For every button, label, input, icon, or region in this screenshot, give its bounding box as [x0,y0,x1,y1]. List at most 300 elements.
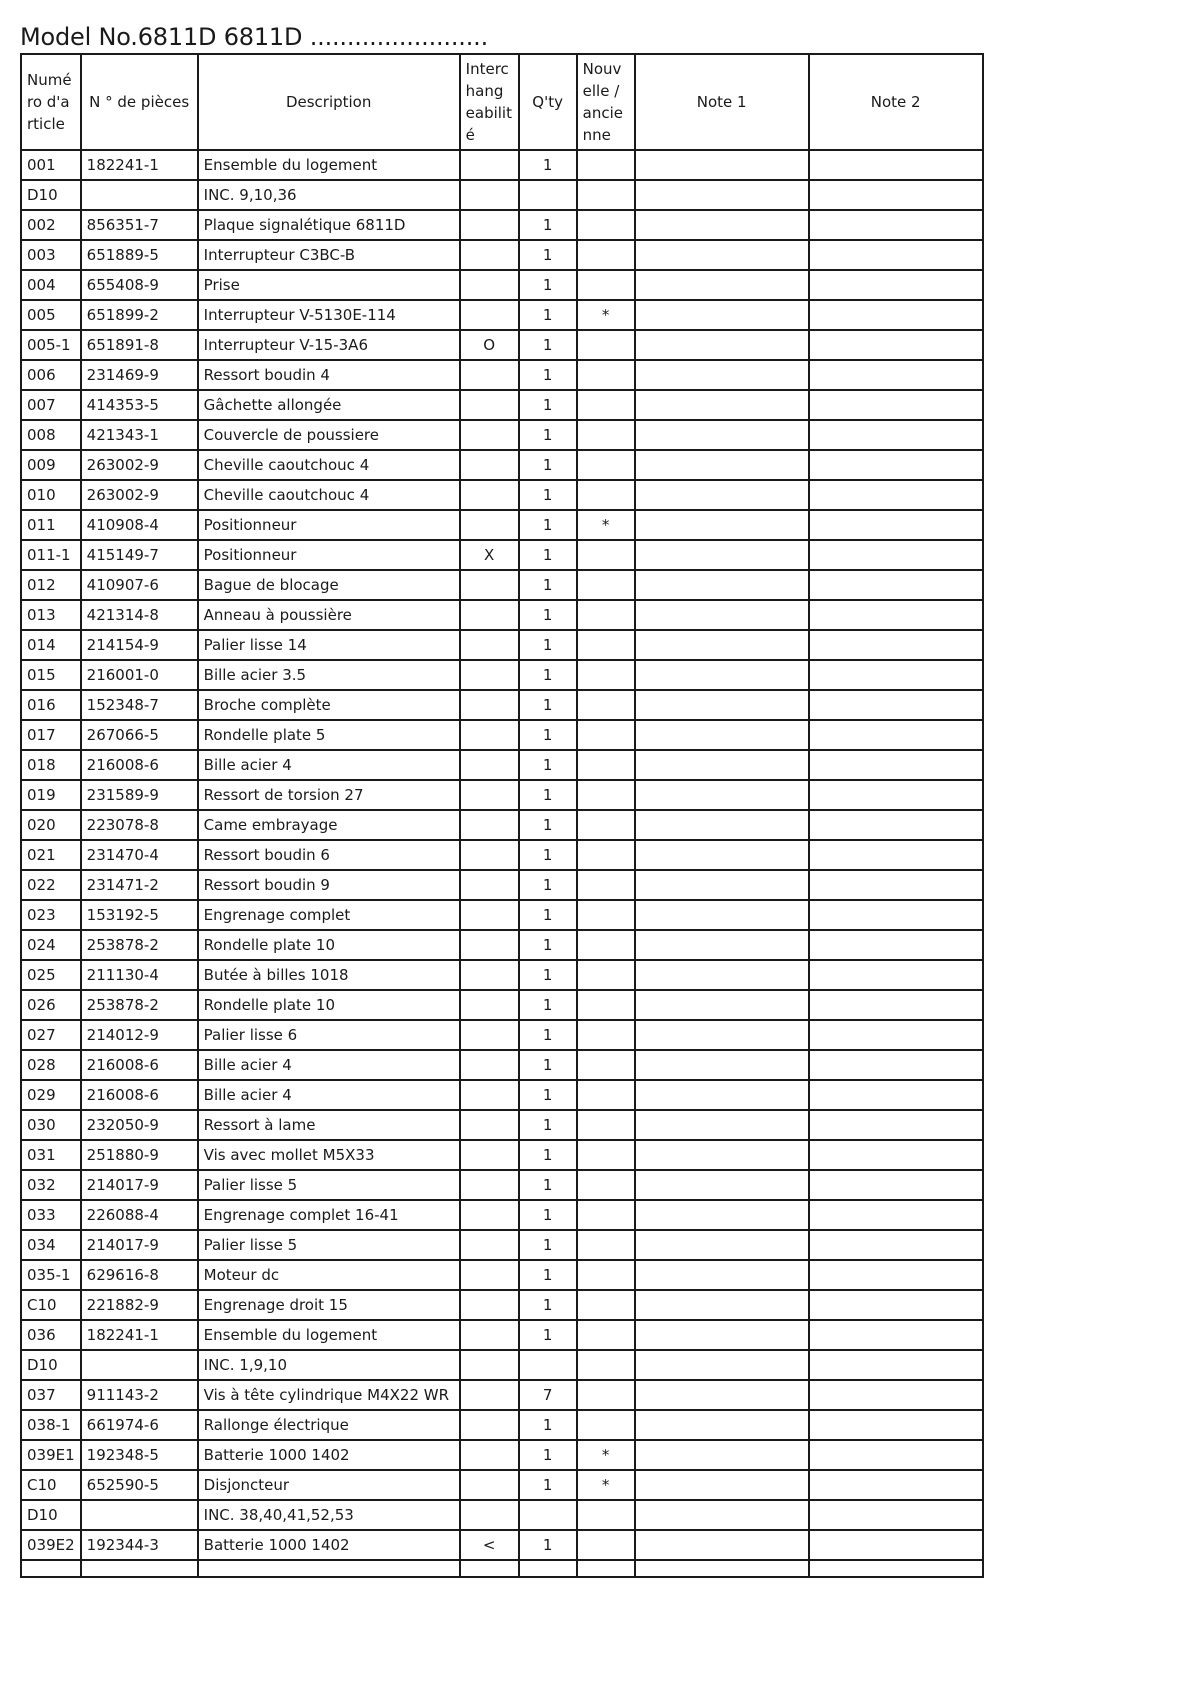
cell-empty [519,1560,577,1577]
cell-description: Batterie 1000 1402 [198,1530,460,1560]
cell-note-2 [809,1290,983,1320]
cell-part-number: 911143-2 [81,1380,198,1410]
cell-note-2 [809,210,983,240]
cell-new-old [577,690,635,720]
cell-part-number: 153192-5 [81,900,198,930]
cell-quantity: 1 [519,1470,577,1500]
cell-new-old [577,420,635,450]
table-row [21,750,983,780]
cell-part-number: 231471-2 [81,870,198,900]
cell-quantity: 1 [519,900,577,930]
cell-new-old [577,1200,635,1230]
table-row [21,1230,983,1260]
cell-note-1 [635,1260,809,1290]
table-row [21,1440,983,1470]
cell-note-1 [635,960,809,990]
cell-note-2 [809,750,983,780]
cell-quantity: 1 [519,990,577,1020]
cell-note-1 [635,450,809,480]
cell-new-old [577,180,635,210]
cell-part-number [81,180,198,210]
cell-item-number: 030 [21,1110,81,1140]
cell-item-number: 014 [21,630,81,660]
cell-item-number: 039E1 [21,1440,81,1470]
table-row [21,1200,983,1230]
cell-interchangeability [460,300,519,330]
table-row [21,1380,983,1410]
cell-note-2 [809,1050,983,1080]
cell-note-2 [809,420,983,450]
cell-description: Positionneur [198,510,460,540]
cell-note-2 [809,1440,983,1470]
cell-note-2 [809,900,983,930]
cell-note-2 [809,1410,983,1440]
cell-part-number: 214012-9 [81,1020,198,1050]
cell-note-1 [635,240,809,270]
cell-item-number: 005-1 [21,330,81,360]
cell-note-1 [635,1140,809,1170]
cell-part-number: 267066-5 [81,720,198,750]
cell-item-number: 001 [21,150,81,180]
cell-interchangeability [460,450,519,480]
cell-item-number: C10 [21,1470,81,1500]
cell-note-1 [635,1050,809,1080]
cell-part-number: 253878-2 [81,990,198,1020]
table-row [21,1320,983,1350]
cell-new-old [577,840,635,870]
cell-note-2 [809,1350,983,1380]
cell-note-1 [635,630,809,660]
cell-part-number: 856351-7 [81,210,198,240]
table-row [21,1290,983,1320]
cell-new-old [577,1350,635,1380]
cell-note-2 [809,630,983,660]
cell-item-number: 028 [21,1050,81,1080]
cell-quantity: 1 [519,360,577,390]
cell-description: Batterie 1000 1402 [198,1440,460,1470]
cell-note-1 [635,660,809,690]
cell-description: Anneau à poussière [198,600,460,630]
cell-note-1 [635,1500,809,1530]
table-row [21,1410,983,1440]
cell-note-1 [635,1440,809,1470]
table-row [21,1350,983,1380]
cell-quantity: 1 [519,150,577,180]
cell-note-1 [635,930,809,960]
cell-note-2 [809,840,983,870]
cell-description: Gâchette allongée [198,390,460,420]
cell-quantity: 1 [519,1260,577,1290]
cell-interchangeability [460,780,519,810]
cell-quantity: 1 [519,810,577,840]
cell-item-number: 036 [21,1320,81,1350]
cell-note-2 [809,1140,983,1170]
cell-description: Came embrayage [198,810,460,840]
cell-note-2 [809,1380,983,1410]
table-row [21,660,983,690]
cell-description: Rondelle plate 5 [198,720,460,750]
cell-item-number: 035-1 [21,1260,81,1290]
cell-item-number: 011 [21,510,81,540]
cell-new-old [577,870,635,900]
cell-part-number: 211130-4 [81,960,198,990]
cell-description: Ressort boudin 4 [198,360,460,390]
cell-quantity: 1 [519,1110,577,1140]
cell-item-number: 025 [21,960,81,990]
cell-new-old [577,1500,635,1530]
cell-note-2 [809,450,983,480]
table-row [21,1110,983,1140]
cell-interchangeability [460,840,519,870]
cell-quantity: 1 [519,270,577,300]
cell-note-2 [809,1020,983,1050]
cell-interchangeability [460,390,519,420]
cell-item-number: 032 [21,1170,81,1200]
cell-note-2 [809,930,983,960]
table-row-partial [21,1560,983,1577]
table-row [21,630,983,660]
cell-item-number: 029 [21,1080,81,1110]
cell-part-number: 263002-9 [81,480,198,510]
table-row [21,150,983,180]
cell-quantity: 1 [519,1170,577,1200]
cell-empty [577,1560,635,1577]
cell-new-old [577,240,635,270]
cell-part-number: 192344-3 [81,1530,198,1560]
cell-item-number: 027 [21,1020,81,1050]
cell-part-number: 421314-8 [81,600,198,630]
cell-item-number: 024 [21,930,81,960]
cell-new-old [577,1050,635,1080]
cell-part-number: 655408-9 [81,270,198,300]
cell-item-number: 026 [21,990,81,1020]
cell-note-2 [809,150,983,180]
cell-quantity: 1 [519,1290,577,1320]
cell-part-number: 231589-9 [81,780,198,810]
table-row [21,330,983,360]
cell-interchangeability [460,930,519,960]
cell-description: Palier lisse 5 [198,1170,460,1200]
cell-description: Disjoncteur [198,1470,460,1500]
cell-note-2 [809,1170,983,1200]
cell-quantity: 1 [519,450,577,480]
cell-description: Rondelle plate 10 [198,990,460,1020]
cell-quantity: 1 [519,330,577,360]
cell-part-number: 192348-5 [81,1440,198,1470]
cell-empty [21,1560,81,1577]
cell-note-2 [809,480,983,510]
cell-item-number: D10 [21,1500,81,1530]
cell-interchangeability [460,210,519,240]
cell-quantity: 1 [519,1320,577,1350]
cell-description: Palier lisse 6 [198,1020,460,1050]
cell-item-number: 008 [21,420,81,450]
cell-note-1 [635,870,809,900]
cell-part-number [81,1350,198,1380]
table-row [21,1020,983,1050]
cell-item-number: 037 [21,1380,81,1410]
cell-description: Bille acier 4 [198,1050,460,1080]
cell-quantity [519,180,577,210]
cell-quantity: 1 [519,240,577,270]
cell-quantity: 1 [519,1140,577,1170]
table-row [21,480,983,510]
cell-interchangeability [460,510,519,540]
cell-quantity: 1 [519,1200,577,1230]
cell-item-number: C10 [21,1290,81,1320]
table-row [21,510,983,540]
cell-quantity [519,1500,577,1530]
cell-interchangeability [460,270,519,300]
cell-new-old [577,270,635,300]
cell-note-1 [635,570,809,600]
table-row [21,420,983,450]
cell-note-2 [809,960,983,990]
table-row [21,840,983,870]
table-row [21,810,983,840]
cell-interchangeability [460,990,519,1020]
table-row [21,960,983,990]
cell-interchangeability [460,600,519,630]
cell-part-number: 216008-6 [81,750,198,780]
cell-interchangeability [460,1170,519,1200]
cell-note-1 [635,840,809,870]
cell-note-1 [635,420,809,450]
cell-new-old [577,600,635,630]
cell-quantity: 1 [519,780,577,810]
cell-new-old: * [577,1440,635,1470]
cell-note-2 [809,510,983,540]
cell-note-1 [635,1410,809,1440]
cell-description: Palier lisse 5 [198,1230,460,1260]
cell-item-number: 015 [21,660,81,690]
cell-note-1 [635,900,809,930]
cell-description: Ressort à lame [198,1110,460,1140]
cell-description: Ressort boudin 9 [198,870,460,900]
cell-note-1 [635,270,809,300]
cell-note-2 [809,1260,983,1290]
table-row [21,1050,983,1080]
cell-note-2 [809,1530,983,1560]
table-header-row [21,54,983,150]
cell-note-1 [635,750,809,780]
cell-part-number: 152348-7 [81,690,198,720]
cell-new-old [577,990,635,1020]
header-description: Description [198,54,460,150]
table-row [21,570,983,600]
cell-note-2 [809,270,983,300]
cell-new-old [577,1170,635,1200]
cell-new-old [577,1080,635,1110]
table-row [21,780,983,810]
cell-item-number: 004 [21,270,81,300]
cell-new-old [577,570,635,600]
cell-quantity [519,1350,577,1380]
cell-item-number: 013 [21,600,81,630]
cell-new-old [577,1320,635,1350]
cell-part-number: 182241-1 [81,1320,198,1350]
cell-note-2 [809,690,983,720]
cell-part-number: 263002-9 [81,450,198,480]
cell-quantity: 1 [519,630,577,660]
table-row [21,930,983,960]
cell-quantity: 1 [519,840,577,870]
cell-interchangeability [460,1050,519,1080]
cell-note-1 [635,810,809,840]
cell-description: Engrenage droit 15 [198,1290,460,1320]
cell-quantity: 1 [519,720,577,750]
cell-interchangeability [460,1410,519,1440]
header-quantity: Q'ty [519,54,577,150]
cell-description: Moteur dc [198,1260,460,1290]
cell-part-number: 221882-9 [81,1290,198,1320]
cell-new-old: * [577,300,635,330]
cell-interchangeability [460,1260,519,1290]
cell-new-old [577,780,635,810]
cell-new-old [577,1260,635,1290]
cell-quantity: 1 [519,1080,577,1110]
cell-note-2 [809,1470,983,1500]
cell-interchangeability: O [460,330,519,360]
cell-part-number: 232050-9 [81,1110,198,1140]
cell-note-2 [809,870,983,900]
cell-note-1 [635,1470,809,1500]
cell-part-number: 652590-5 [81,1470,198,1500]
page-title: Model No.6811D 6811D ........................ [20,23,489,51]
cell-item-number: 016 [21,690,81,720]
cell-new-old [577,900,635,930]
cell-note-1 [635,1020,809,1050]
cell-part-number: 421343-1 [81,420,198,450]
table-row [21,360,983,390]
table-row [21,1080,983,1110]
cell-note-2 [809,810,983,840]
cell-interchangeability: X [460,540,519,570]
cell-item-number: 031 [21,1140,81,1170]
cell-description: Interrupteur V-15-3A6 [198,330,460,360]
cell-item-number: D10 [21,180,81,210]
table-row [21,720,983,750]
cell-description: Palier lisse 14 [198,630,460,660]
cell-part-number: 231470-4 [81,840,198,870]
cell-note-1 [635,390,809,420]
cell-item-number: D10 [21,1350,81,1380]
cell-interchangeability [460,1380,519,1410]
cell-item-number: 038-1 [21,1410,81,1440]
cell-part-number: 214017-9 [81,1230,198,1260]
cell-part-number: 661974-6 [81,1410,198,1440]
cell-description: Positionneur [198,540,460,570]
cell-new-old [577,1110,635,1140]
cell-new-old [577,390,635,420]
cell-part-number: 415149-7 [81,540,198,570]
cell-description: Vis à tête cylindrique M4X22 WR [198,1380,460,1410]
cell-item-number: 006 [21,360,81,390]
cell-interchangeability [460,480,519,510]
cell-item-number: 011-1 [21,540,81,570]
cell-note-1 [635,1350,809,1380]
cell-interchangeability [460,1110,519,1140]
cell-interchangeability [460,690,519,720]
cell-interchangeability [460,960,519,990]
cell-note-2 [809,1200,983,1230]
parts-table [20,53,984,1578]
table-row [21,270,983,300]
cell-empty [809,1560,983,1577]
cell-interchangeability [460,1080,519,1110]
table-row [21,1170,983,1200]
cell-note-1 [635,600,809,630]
cell-part-number: 216001-0 [81,660,198,690]
cell-item-number: 033 [21,1200,81,1230]
cell-interchangeability [460,630,519,660]
cell-item-number: 021 [21,840,81,870]
cell-part-number: 410907-6 [81,570,198,600]
cell-interchangeability [460,870,519,900]
cell-description: Prise [198,270,460,300]
cell-part-number: 410908-4 [81,510,198,540]
cell-part-number: 651899-2 [81,300,198,330]
cell-new-old [577,750,635,780]
cell-note-1 [635,1080,809,1110]
cell-new-old [577,330,635,360]
cell-quantity: 1 [519,930,577,960]
cell-new-old [577,480,635,510]
cell-empty [635,1560,809,1577]
cell-quantity: 1 [519,390,577,420]
cell-note-1 [635,150,809,180]
cell-note-1 [635,1110,809,1140]
table-row [21,1470,983,1500]
cell-quantity: 1 [519,510,577,540]
cell-interchangeability [460,1230,519,1260]
table-row [21,300,983,330]
cell-item-number: 010 [21,480,81,510]
cell-note-1 [635,1530,809,1560]
cell-note-1 [635,1380,809,1410]
table-row [21,390,983,420]
cell-note-2 [809,1500,983,1530]
cell-item-number: 022 [21,870,81,900]
cell-part-number: 216008-6 [81,1080,198,1110]
cell-description: Interrupteur V-5130E-114 [198,300,460,330]
table-row [21,900,983,930]
cell-note-2 [809,390,983,420]
cell-new-old: * [577,510,635,540]
cell-description: Bille acier 4 [198,750,460,780]
cell-part-number [81,1500,198,1530]
cell-interchangeability [460,570,519,600]
header-note-2: Note 2 [809,54,983,150]
cell-new-old [577,1230,635,1260]
cell-quantity: 1 [519,210,577,240]
cell-interchangeability [460,810,519,840]
cell-note-2 [809,240,983,270]
cell-item-number: 002 [21,210,81,240]
cell-new-old [577,810,635,840]
cell-description: Butée à billes 1018 [198,960,460,990]
cell-description: Engrenage complet 16-41 [198,1200,460,1230]
cell-empty [460,1560,519,1577]
cell-interchangeability [460,1470,519,1500]
cell-quantity: 1 [519,1410,577,1440]
cell-part-number: 214154-9 [81,630,198,660]
cell-note-1 [635,480,809,510]
cell-item-number: 034 [21,1230,81,1260]
cell-note-1 [635,180,809,210]
cell-quantity: 1 [519,600,577,630]
cell-note-2 [809,330,983,360]
